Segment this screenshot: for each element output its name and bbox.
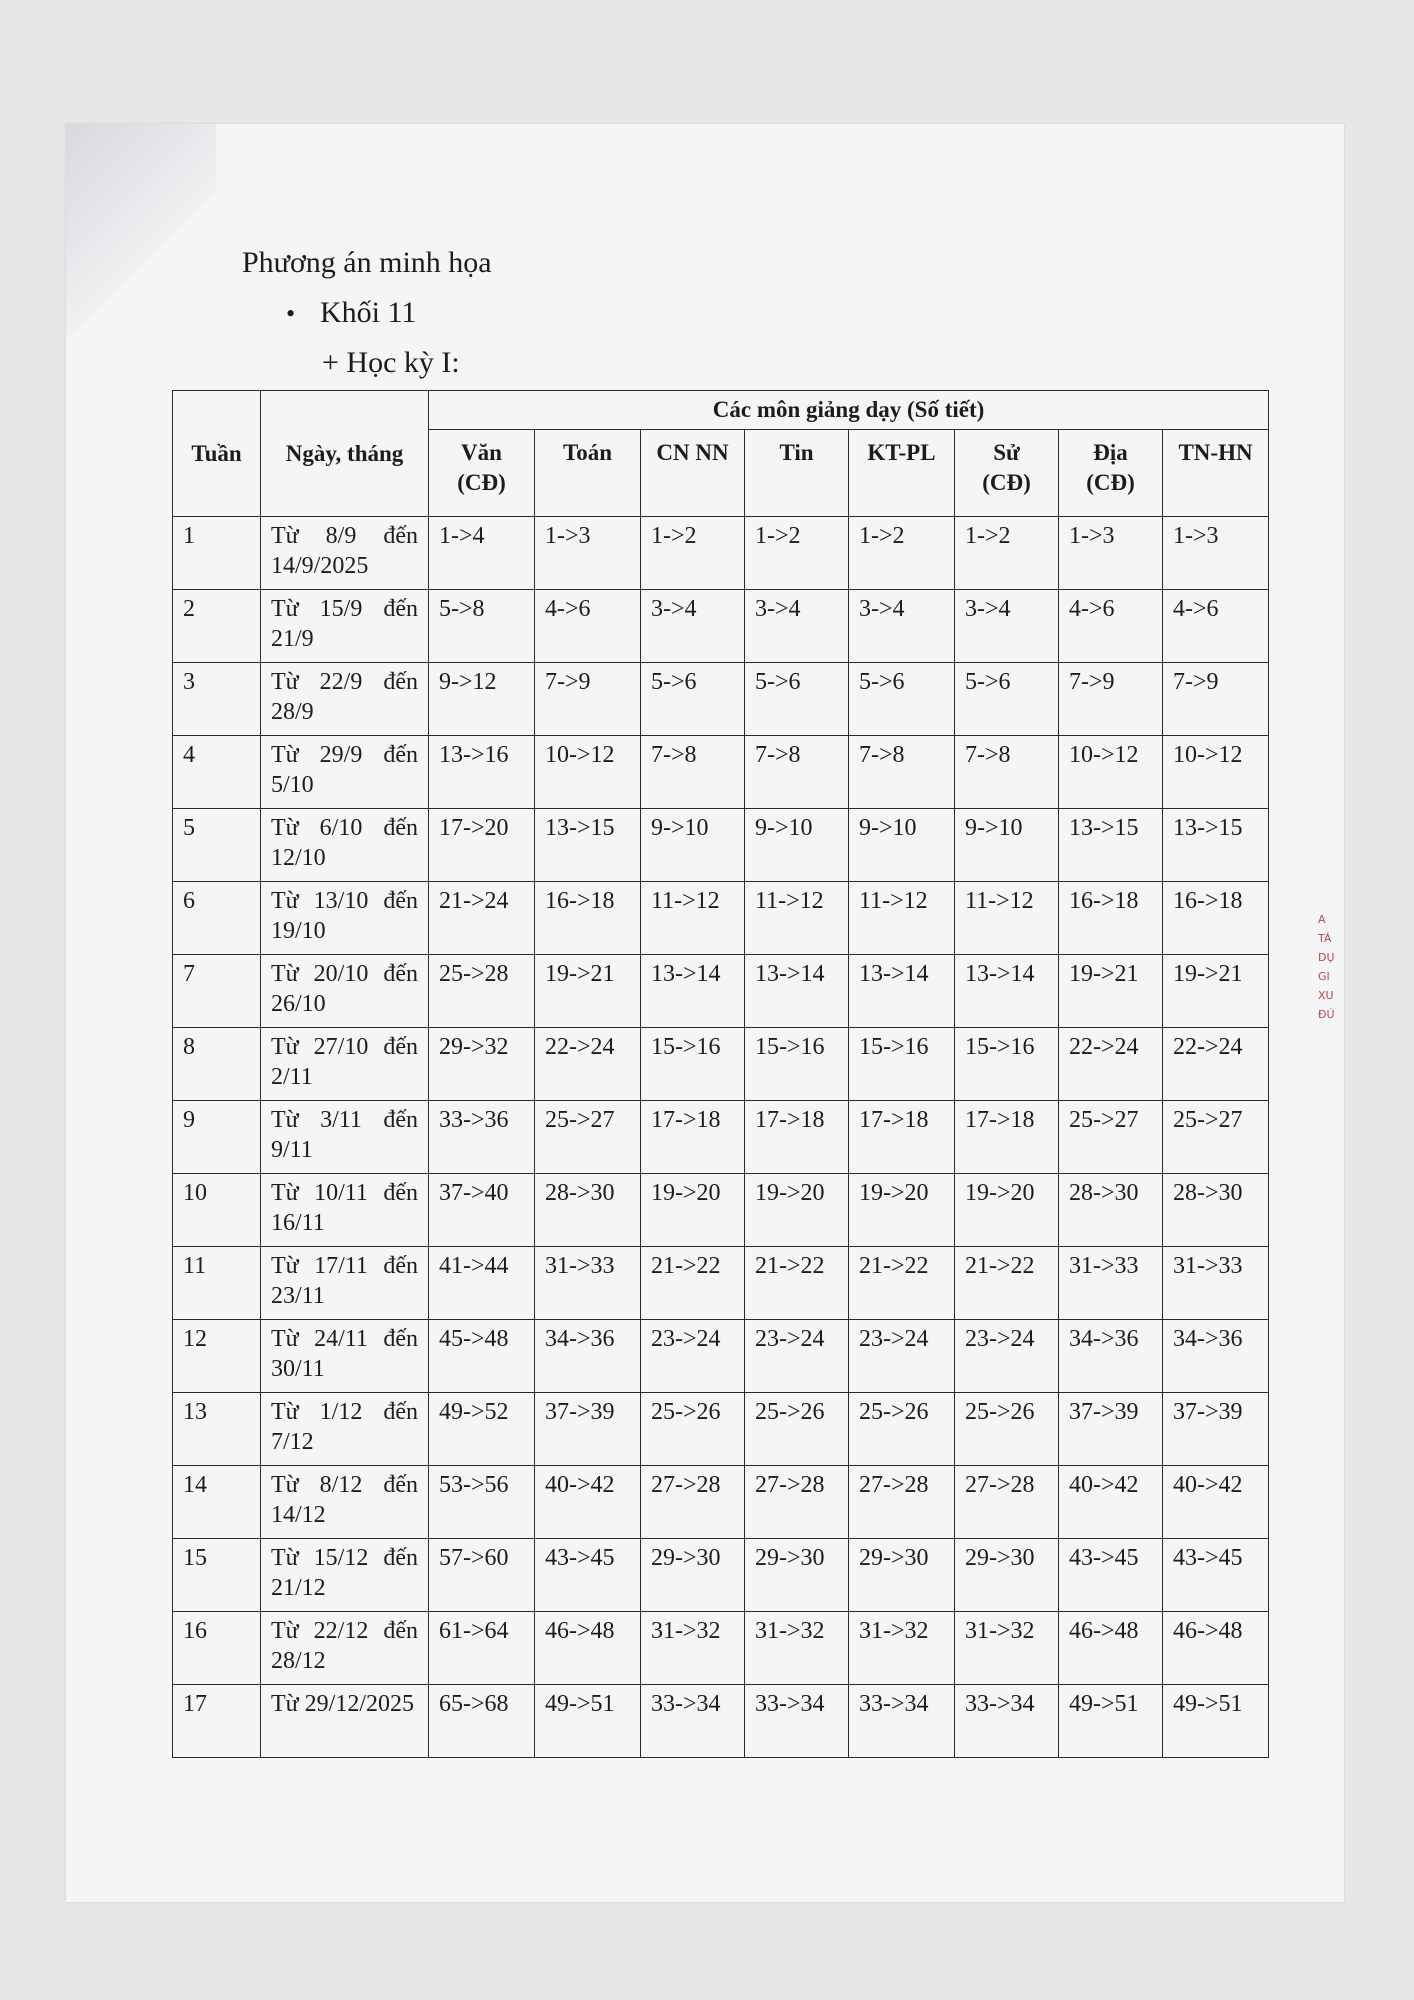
period-range-cell: 13->15 [1059,809,1163,882]
subject-note: (CĐ) [1086,470,1135,495]
edge-mark-text: XU [1318,989,1334,1002]
period-range-cell: 31->32 [641,1612,745,1685]
table-header-row [173,391,1269,430]
table-row [173,1612,1269,1685]
period-range-cell: 15->16 [849,1028,955,1101]
period-range-cell: 61->64 [429,1612,535,1685]
subjects-group-header: Các môn giảng dạy (Số tiết) [429,391,1269,430]
period-range-cell: 43->45 [1059,1539,1163,1612]
date-range-cell: Từ 8/9 đến 14/9/2025 [261,517,429,590]
period-range-cell: 28->30 [1163,1174,1269,1247]
week-cell: 7 [173,955,261,1028]
subject-header [535,430,641,517]
edge-mark-text: TÁ [1318,932,1332,945]
period-range-cell: 49->51 [1059,1685,1163,1758]
week-cell: 9 [173,1101,261,1174]
period-range-cell: 25->27 [1163,1101,1269,1174]
subject-header [1059,430,1163,517]
period-range-cell: 46->48 [535,1612,641,1685]
period-range-cell: 19->20 [745,1174,849,1247]
period-range-cell: 9->10 [745,809,849,882]
date-range-cell: Từ 29/12/2025 [261,1685,429,1758]
period-range-cell: 41->44 [429,1247,535,1320]
subject-name: Văn [461,440,502,465]
period-range-cell: 25->26 [955,1393,1059,1466]
week-cell: 3 [173,663,261,736]
period-range-cell: 40->42 [1059,1466,1163,1539]
period-range-cell: 25->27 [1059,1101,1163,1174]
week-cell: 10 [173,1174,261,1247]
period-range-cell: 31->32 [849,1612,955,1685]
period-range-cell: 5->6 [641,663,745,736]
edge-mark-text: DỤ [1318,951,1335,964]
period-range-cell: 17->18 [745,1101,849,1174]
week-cell: 6 [173,882,261,955]
period-range-cell: 19->21 [535,955,641,1028]
date-range-cell: Từ 29/9 đến 5/10 [261,736,429,809]
period-range-cell: 29->30 [955,1539,1059,1612]
grade-bullet [286,296,416,330]
period-range-cell: 3->4 [641,590,745,663]
period-range-cell: 3->4 [745,590,849,663]
period-range-cell: 9->10 [955,809,1059,882]
period-range-cell: 21->22 [849,1247,955,1320]
period-range-cell: 13->15 [535,809,641,882]
period-range-cell: 40->42 [535,1466,641,1539]
period-range-cell: 57->60 [429,1539,535,1612]
table-row [173,1247,1269,1320]
period-range-cell: 33->34 [641,1685,745,1758]
period-range-cell: 13->14 [955,955,1059,1028]
period-range-cell: 31->33 [535,1247,641,1320]
table-row [173,1685,1269,1758]
week-cell: 16 [173,1612,261,1685]
date-range-cell: Từ 15/9 đến 21/9 [261,590,429,663]
table-row [173,1174,1269,1247]
period-range-cell: 5->6 [745,663,849,736]
period-range-cell: 31->33 [1163,1247,1269,1320]
period-range-cell: 31->32 [955,1612,1059,1685]
period-range-cell: 9->12 [429,663,535,736]
subject-header [955,430,1059,517]
period-range-cell: 49->51 [1163,1685,1269,1758]
period-range-cell: 49->52 [429,1393,535,1466]
date-range-cell: Từ 6/10 đến 12/10 [261,809,429,882]
period-range-cell: 34->36 [1163,1320,1269,1393]
week-column-header: Tuần [173,391,261,517]
semester-subheading: + Học kỳ I: [322,346,460,379]
period-range-cell: 27->28 [849,1466,955,1539]
week-cell: 17 [173,1685,261,1758]
period-range-cell: 5->6 [849,663,955,736]
date-range-cell: Từ 24/11 đến 30/11 [261,1320,429,1393]
period-range-cell: 23->24 [849,1320,955,1393]
period-range-cell: 22->24 [535,1028,641,1101]
period-range-cell: 7->9 [535,663,641,736]
period-range-cell: 29->30 [745,1539,849,1612]
period-range-cell: 10->12 [1163,736,1269,809]
subject-header [849,430,955,517]
period-range-cell: 4->6 [1163,590,1269,663]
period-range-cell: 27->28 [955,1466,1059,1539]
period-range-cell: 4->6 [535,590,641,663]
period-range-cell: 1->2 [955,517,1059,590]
subject-header [1163,430,1269,517]
period-range-cell: 43->45 [1163,1539,1269,1612]
period-range-cell: 34->36 [535,1320,641,1393]
period-range-cell: 9->10 [641,809,745,882]
table-row [173,517,1269,590]
subject-name: Sử [993,440,1020,465]
period-range-cell: 5->8 [429,590,535,663]
date-range-cell: Từ 17/11 đến 23/11 [261,1247,429,1320]
subject-note: (CĐ) [982,470,1031,495]
edge-mark-text: ĐÚ [1318,1008,1335,1021]
period-range-cell: 13->15 [1163,809,1269,882]
period-range-cell: 13->14 [745,955,849,1028]
table-row [173,1539,1269,1612]
table-row [173,1028,1269,1101]
period-range-cell: 9->10 [849,809,955,882]
period-range-cell: 46->48 [1163,1612,1269,1685]
period-range-cell: 5->6 [955,663,1059,736]
period-range-cell: 33->34 [955,1685,1059,1758]
document-heading: Phương án minh họa [242,246,492,279]
week-cell: 13 [173,1393,261,1466]
period-range-cell: 43->45 [535,1539,641,1612]
week-cell: 5 [173,809,261,882]
period-range-cell: 11->12 [955,882,1059,955]
period-range-cell: 1->3 [535,517,641,590]
period-range-cell: 13->14 [641,955,745,1028]
table-row [173,955,1269,1028]
week-cell: 12 [173,1320,261,1393]
period-range-cell: 19->21 [1163,955,1269,1028]
period-range-cell: 1->2 [849,517,955,590]
date-range-cell: Từ 27/10 đến 2/11 [261,1028,429,1101]
date-range-cell: Từ 8/12 đến 14/12 [261,1466,429,1539]
period-range-cell: 31->33 [1059,1247,1163,1320]
period-range-cell: 25->26 [641,1393,745,1466]
date-range-cell: Từ 13/10 đến 19/10 [261,882,429,955]
period-range-cell: 16->18 [1059,882,1163,955]
period-range-cell: 7->8 [745,736,849,809]
date-range-cell: Từ 20/10 đến 26/10 [261,955,429,1028]
subject-name: CN NN [656,440,729,465]
period-range-cell: 17->20 [429,809,535,882]
period-range-cell: 15->16 [641,1028,745,1101]
subject-note: (CĐ) [457,470,506,495]
period-range-cell: 19->21 [1059,955,1163,1028]
period-range-cell: 40->42 [1163,1466,1269,1539]
period-range-cell: 21->22 [745,1247,849,1320]
period-range-cell: 1->3 [1059,517,1163,590]
edge-mark-text: GI [1318,970,1330,983]
period-range-cell: 25->26 [849,1393,955,1466]
subject-name: Toán [562,440,613,465]
table-row [173,1101,1269,1174]
table-row [173,1320,1269,1393]
period-range-cell: 22->24 [1059,1028,1163,1101]
period-range-cell: 45->48 [429,1320,535,1393]
period-range-cell: 11->12 [641,882,745,955]
period-range-cell: 21->22 [955,1247,1059,1320]
period-range-cell: 29->30 [849,1539,955,1612]
table-row [173,736,1269,809]
week-cell: 4 [173,736,261,809]
date-range-cell: Từ 15/12 đến 21/12 [261,1539,429,1612]
period-range-cell: 23->24 [745,1320,849,1393]
subject-header [429,430,535,517]
period-range-cell: 10->12 [1059,736,1163,809]
bullet-marker: • [286,299,296,328]
period-range-cell: 1->2 [641,517,745,590]
period-range-cell: 13->14 [849,955,955,1028]
week-cell: 14 [173,1466,261,1539]
period-range-cell: 16->18 [535,882,641,955]
period-range-cell: 31->32 [745,1612,849,1685]
period-range-cell: 33->36 [429,1101,535,1174]
period-range-cell: 19->20 [955,1174,1059,1247]
period-range-cell: 1->2 [745,517,849,590]
period-range-cell: 37->40 [429,1174,535,1247]
period-range-cell: 25->28 [429,955,535,1028]
subject-name: Tin [779,440,814,465]
period-range-cell: 3->4 [849,590,955,663]
period-range-cell: 29->30 [641,1539,745,1612]
period-range-cell: 17->18 [955,1101,1059,1174]
period-range-cell: 10->12 [535,736,641,809]
subject-header [641,430,745,517]
teaching-schedule-table [172,390,1269,1758]
table-row [173,1393,1269,1466]
period-range-cell: 7->8 [955,736,1059,809]
period-range-cell: 23->24 [955,1320,1059,1393]
period-range-cell: 49->51 [535,1685,641,1758]
period-range-cell: 13->16 [429,736,535,809]
date-column-header: Ngày, tháng [261,391,429,517]
period-range-cell: 7->9 [1163,663,1269,736]
week-cell: 8 [173,1028,261,1101]
week-cell: 1 [173,517,261,590]
period-range-cell: 19->20 [641,1174,745,1247]
date-range-cell: Từ 3/11 đến 9/11 [261,1101,429,1174]
period-range-cell: 15->16 [745,1028,849,1101]
period-range-cell: 33->34 [745,1685,849,1758]
period-range-cell: 25->27 [535,1101,641,1174]
table-row [173,882,1269,955]
table-body [173,517,1269,1758]
period-range-cell: 29->32 [429,1028,535,1101]
table-row [173,1466,1269,1539]
period-range-cell: 27->28 [745,1466,849,1539]
period-range-cell: 21->24 [429,882,535,955]
period-range-cell: 53->56 [429,1466,535,1539]
date-range-cell: Từ 10/11 đến 16/11 [261,1174,429,1247]
period-range-cell: 65->68 [429,1685,535,1758]
period-range-cell: 33->34 [849,1685,955,1758]
folded-page-corner [66,124,216,364]
period-range-cell: 7->8 [641,736,745,809]
neighbor-page-edge-text [1318,910,1342,1024]
period-range-cell: 34->36 [1059,1320,1163,1393]
grade-label: Khối 11 [320,296,417,329]
period-range-cell: 11->12 [745,882,849,955]
period-range-cell: 37->39 [1163,1393,1269,1466]
edge-mark-text: A [1318,913,1326,926]
table-row [173,809,1269,882]
period-range-cell: 27->28 [641,1466,745,1539]
table-row [173,663,1269,736]
period-range-cell: 16->18 [1163,882,1269,955]
date-range-cell: Từ 22/9 đến 28/9 [261,663,429,736]
period-range-cell: 19->20 [849,1174,955,1247]
period-range-cell: 25->26 [745,1393,849,1466]
subject-name: KT-PL [867,440,936,465]
period-range-cell: 7->9 [1059,663,1163,736]
period-range-cell: 37->39 [535,1393,641,1466]
period-range-cell: 46->48 [1059,1612,1163,1685]
period-range-cell: 28->30 [1059,1174,1163,1247]
date-range-cell: Từ 22/12 đến 28/12 [261,1612,429,1685]
subject-header [745,430,849,517]
period-range-cell: 3->4 [955,590,1059,663]
period-range-cell: 17->18 [641,1101,745,1174]
period-range-cell: 17->18 [849,1101,955,1174]
period-range-cell: 1->3 [1163,517,1269,590]
date-range-cell: Từ 1/12 đến 7/12 [261,1393,429,1466]
period-range-cell: 1->4 [429,517,535,590]
subject-name: TN-HN [1178,440,1253,465]
period-range-cell: 23->24 [641,1320,745,1393]
week-cell: 11 [173,1247,261,1320]
week-cell: 15 [173,1539,261,1612]
table-row [173,590,1269,663]
period-range-cell: 7->8 [849,736,955,809]
period-range-cell: 15->16 [955,1028,1059,1101]
period-range-cell: 22->24 [1163,1028,1269,1101]
period-range-cell: 11->12 [849,882,955,955]
period-range-cell: 37->39 [1059,1393,1163,1466]
period-range-cell: 4->6 [1059,590,1163,663]
period-range-cell: 21->22 [641,1247,745,1320]
subject-name: Địa [1093,440,1128,465]
week-cell: 2 [173,590,261,663]
period-range-cell: 28->30 [535,1174,641,1247]
